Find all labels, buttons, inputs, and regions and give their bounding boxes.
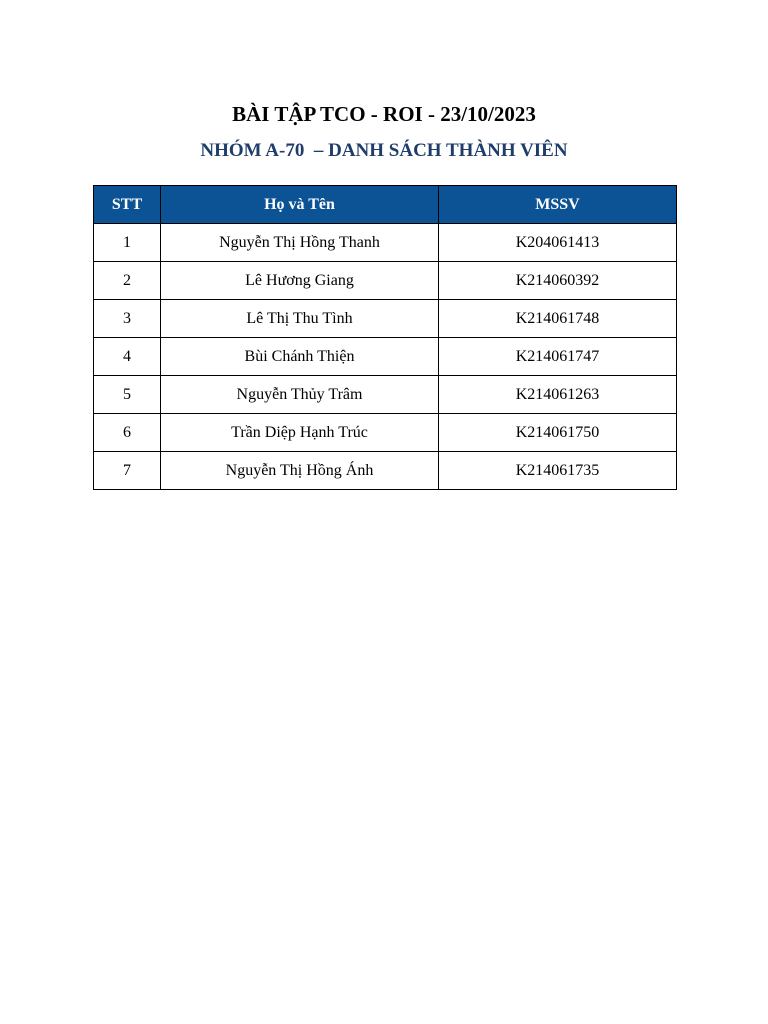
document-title: BÀI TẬP TCO - ROI - 23/10/2023 <box>232 102 536 126</box>
table-header-row <box>94 186 677 224</box>
cell-name: Trần Diệp Hạnh Trúc <box>161 414 439 452</box>
table-row <box>94 300 677 338</box>
table-row <box>94 452 677 490</box>
header-stt: STT <box>94 186 161 224</box>
table-row <box>94 376 677 414</box>
cell-name: Nguyễn Thủy Trâm <box>161 376 439 414</box>
cell-student-id: K214061735 <box>439 452 677 490</box>
cell-stt: 3 <box>94 300 161 338</box>
cell-stt: 7 <box>94 452 161 490</box>
cell-student-id: K214061750 <box>439 414 677 452</box>
table-row <box>94 262 677 300</box>
cell-student-id: K214060392 <box>439 262 677 300</box>
cell-name: Lê Thị Thu Tình <box>161 300 439 338</box>
table-row <box>94 414 677 452</box>
cell-stt: 6 <box>94 414 161 452</box>
cell-name: Bùi Chánh Thiện <box>161 338 439 376</box>
cell-name: Nguyễn Thị Hồng Ánh <box>161 452 439 490</box>
member-table <box>93 185 677 490</box>
cell-student-id: K214061747 <box>439 338 677 376</box>
table-row <box>94 338 677 376</box>
table-row <box>94 224 677 262</box>
cell-name: Lê Hương Giang <box>161 262 439 300</box>
cell-stt: 5 <box>94 376 161 414</box>
cell-stt: 1 <box>94 224 161 262</box>
header-name: Họ và Tên <box>161 186 439 224</box>
cell-student-id: K204061413 <box>439 224 677 262</box>
cell-student-id: K214061748 <box>439 300 677 338</box>
document-subtitle: NHÓM A-70 – DANH SÁCH THÀNH VIÊN <box>200 140 568 161</box>
cell-name: Nguyễn Thị Hồng Thanh <box>161 224 439 262</box>
cell-student-id: K214061263 <box>439 376 677 414</box>
cell-stt: 2 <box>94 262 161 300</box>
header-student-id: MSSV <box>439 186 677 224</box>
cell-stt: 4 <box>94 338 161 376</box>
